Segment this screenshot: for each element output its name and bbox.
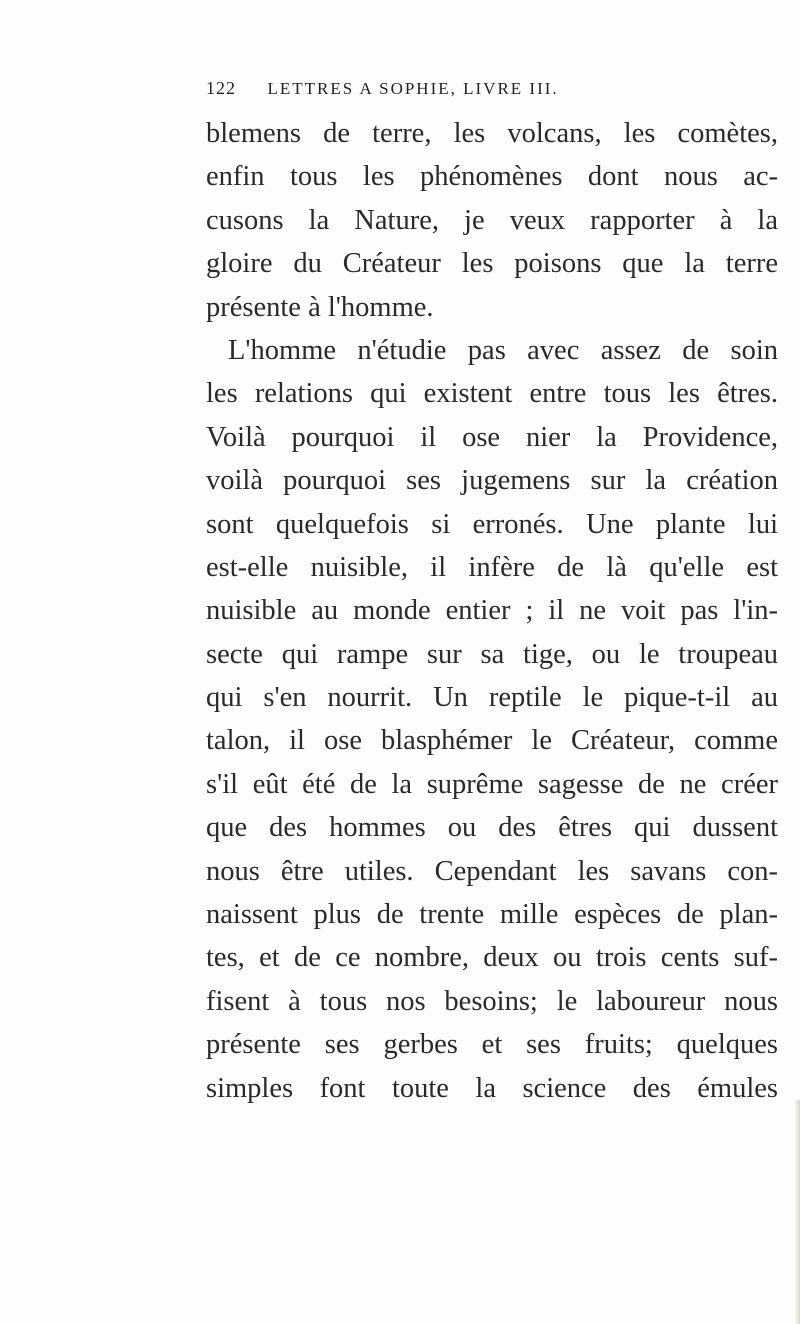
- text-line: s'il eût été de la suprême sagesse de ne créer: [206, 768, 778, 800]
- text-line: nuisible au monde entier ; il ne voit pas l'in-: [206, 595, 778, 627]
- text-line: les relations qui existent entre tous les êtres.: [206, 378, 778, 410]
- text-line: est-elle nuisible, il infère de là qu'elle est: [206, 551, 778, 583]
- text-line: blemens de terre, les volcans, les comètes,: [206, 118, 778, 149]
- text-line: Voilà pourquoi il ose nier la Providence,: [206, 421, 778, 453]
- text-line: présente à l'homme.: [206, 291, 434, 323]
- body-text: [206, 112, 778, 1110]
- running-title: LETTRES A SOPHIE, LIVRE III.: [267, 79, 559, 98]
- text-line: que des hommes ou des êtres qui dussent: [206, 812, 778, 844]
- page-header: [206, 78, 766, 99]
- text-line: L'homme n'étudie pas avec assez de soin: [228, 334, 778, 366]
- text-line: nous être utiles. Cependant les savans con-: [206, 855, 778, 887]
- text-line: fisent à tous nos besoins; le laboureur nous: [206, 985, 778, 1017]
- text-line: tes, et de ce nombre, deux ou trois cents suf-: [206, 942, 778, 974]
- text-line: secte qui rampe sur sa tige, ou le troupeau: [206, 638, 778, 670]
- text-line: cusons la Nature, je veux rapporter à la: [206, 204, 778, 236]
- text-line: présente ses gerbes et ses fruits; quelques: [206, 1029, 778, 1061]
- text-line: enfin tous les phénomènes dont nous ac-: [206, 161, 778, 193]
- text-line: gloire du Créateur les poisons que la terre: [206, 248, 778, 280]
- text-line: sont quelquefois si erronés. Une plante lui: [206, 508, 778, 540]
- text-line: simples font toute la science des émules: [206, 1072, 778, 1104]
- text-line: naissent plus de trente mille espèces de plan-: [206, 899, 778, 931]
- page-edge-shadow: [794, 1100, 800, 1324]
- text-line: talon, il ose blasphémer le Créateur, comme: [206, 725, 778, 757]
- page-number: 122: [206, 78, 236, 98]
- text-line: voilà pourquoi ses jugemens sur la création: [206, 465, 778, 497]
- text-line: qui s'en nourrit. Un reptile le pique-t-il au: [206, 682, 778, 714]
